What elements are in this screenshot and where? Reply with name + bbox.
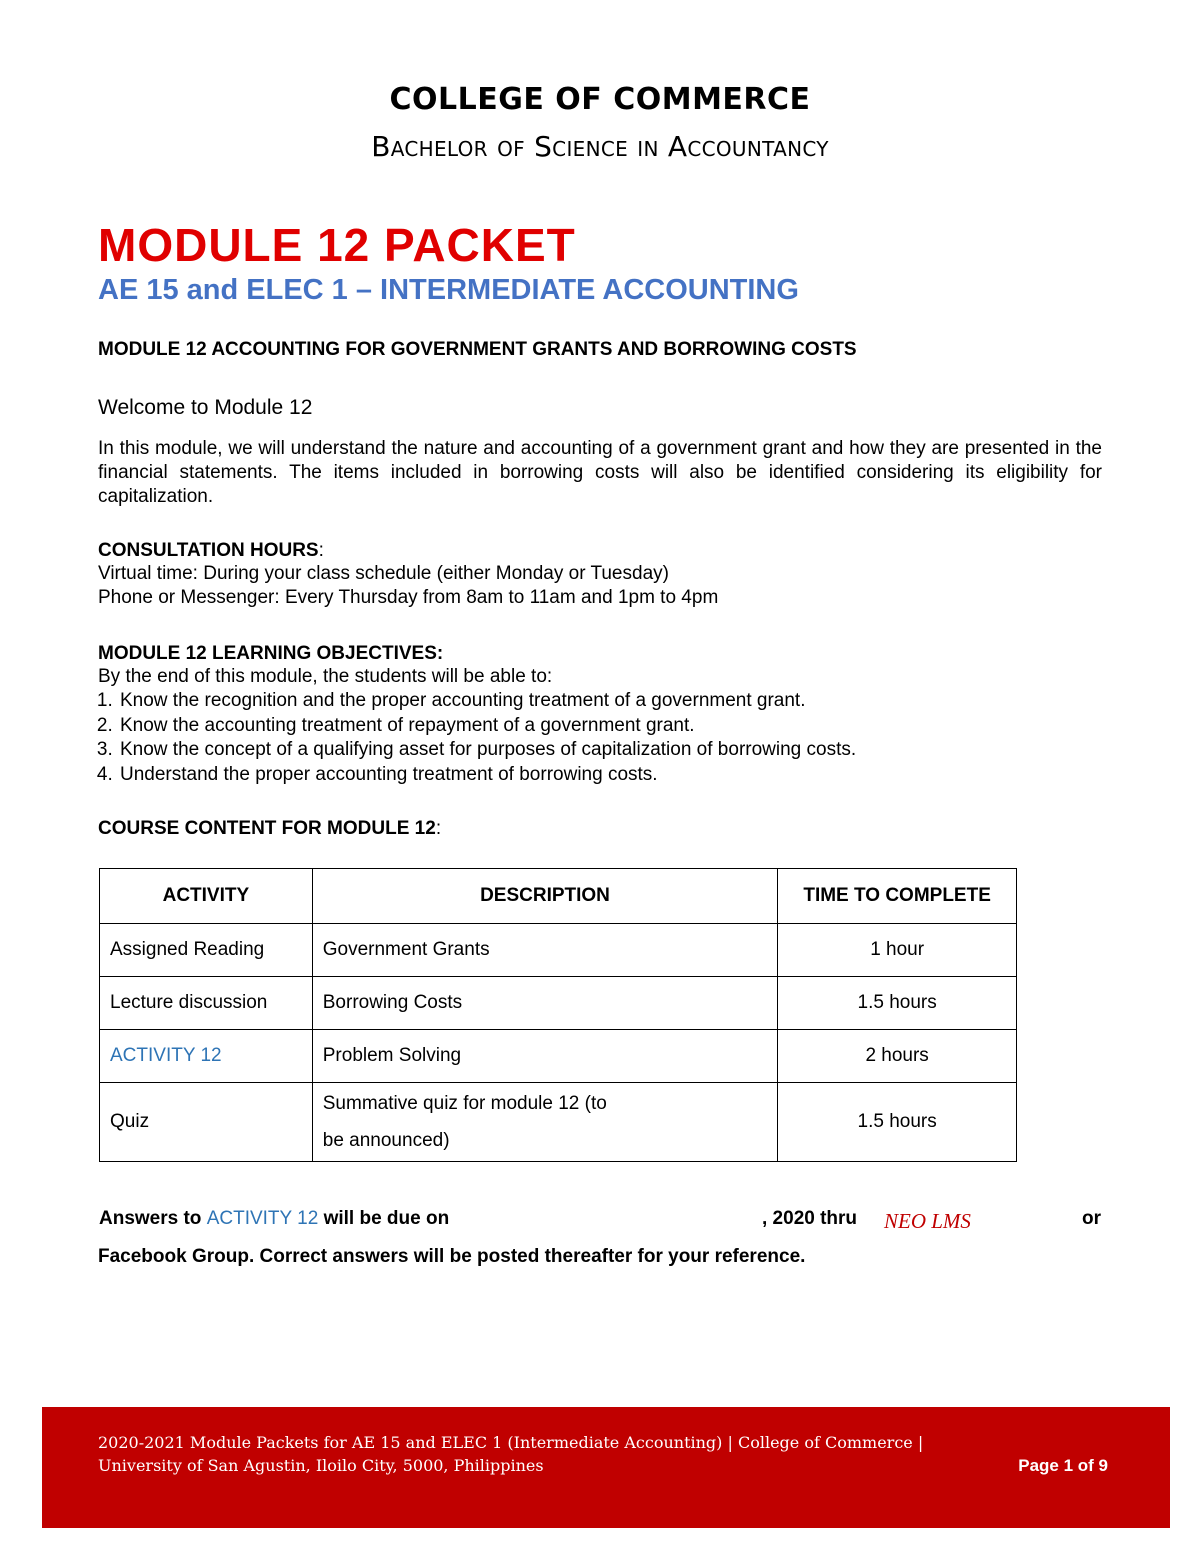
course-content-heading-text: COURSE CONTENT FOR MODULE 12 [98,818,436,839]
consultation-virtual: Virtual time: During your class schedule (either Monday or Tuesday) [98,563,669,584]
college-name: COLLEGE OF COMMERCE [389,82,811,117]
due-year: , 2020 thru [762,1208,858,1229]
intro-paragraph: In this module, we will understand the nature and accounting of a government grant and how they are presented in the financial statements. The items included in borrowing costs will also be identified considering its eligibility for capitalization. [98,438,1102,507]
description-cell: Problem Solving [312,1030,778,1083]
activity-cell: Assigned Reading [100,924,313,977]
table-row [100,1083,1017,1162]
course-content-table [99,868,1017,1162]
due-activity-link[interactable]: ACTIVITY 12 [206,1208,319,1229]
module-topic: MODULE 12 ACCOUNTING FOR GOVERNMENT GRANTS AND BORROWING COSTS [98,339,857,360]
module-title: MODULE 12 PACKET [98,219,576,271]
activity-cell: Quiz [100,1083,313,1162]
objectives-list [98,689,856,787]
column-header-activity: ACTIVITY [100,869,313,924]
due-or: or [1082,1208,1101,1229]
time-cell: 1.5 hours [778,977,1017,1030]
course-title: AE 15 and ELEC 1 – INTERMEDIATE ACCOUNTING [98,274,799,306]
course-content-heading [98,818,441,840]
table-header-row [100,869,1017,924]
consultation-heading [98,540,718,562]
due-prefix: Answers to [99,1208,202,1229]
table-row [100,977,1017,1030]
consultation-section [98,540,718,610]
column-header-time: TIME TO COMPLETE [778,869,1017,924]
consultation-phone: Phone or Messenger: Every Thursday from 8am to 11am and 1pm to 4pm [98,587,719,608]
objective-item: 2. Know the accounting treatment of repayment of a government grant. [118,714,856,739]
page-number: Page 1 of 9 [1018,1456,1108,1475]
table-row [100,924,1017,977]
due-line [99,1208,449,1230]
time-cell: 1 hour [778,924,1017,977]
course-content-heading-colon: : [435,818,442,839]
footer-line-1: 2020-2021 Module Packets for AE 15 and ELEC 1 (Intermediate Accounting) | College of Commerce | [98,1433,924,1452]
activity-link[interactable]: ACTIVITY 12 [100,1030,313,1083]
footer-line-2: University of San Agustin, Iloilo City, 5000, Philippines [98,1456,544,1475]
consultation-heading-text: CONSULTATION HOURS [98,540,319,561]
time-cell: 2 hours [778,1030,1017,1083]
time-cell: 1.5 hours [778,1083,1017,1162]
page-footer [42,1407,1170,1528]
due-line-2: Facebook Group. Correct answers will be posted thereafter for your reference. [98,1246,806,1267]
description-cell: Borrowing Costs [312,977,778,1030]
objectives-heading: MODULE 12 LEARNING OBJECTIVES: [98,643,444,664]
welcome-heading: Welcome to Module 12 [98,396,313,419]
description-cell: Summative quiz for module 12 (to be announced) [312,1083,778,1162]
objective-item: 4. Understand the proper accounting treatment of borrowing costs. [118,763,856,788]
column-header-description: DESCRIPTION [312,869,778,924]
objective-item: 1. Know the recognition and the proper accounting treatment of a government grant. [118,689,856,714]
consultation-heading-colon: : [318,540,324,561]
neo-lms-link[interactable]: NEO LMS [884,1209,971,1233]
activity-cell: Lecture discussion [100,977,313,1030]
due-middle: will be due on [323,1208,450,1229]
table-row [100,1030,1017,1083]
program-name: Bachelor of Science in Accountancy [371,130,829,163]
objectives-section [98,643,856,787]
objectives-intro: By the end of this module, the students will be able to: [98,666,553,687]
description-cell: Government Grants [312,924,778,977]
objective-item: 3. Know the concept of a qualifying asset for purposes of capitalization of borrowing costs. [118,738,856,763]
